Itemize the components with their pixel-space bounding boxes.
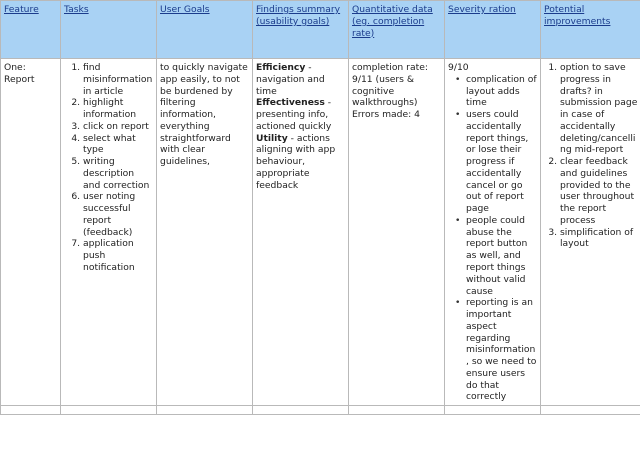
empty-cell <box>61 406 157 415</box>
cell-tasks <box>61 59 157 406</box>
list-item: 2. highlight information <box>83 97 153 121</box>
finding-label-efficiency: Efficiency <box>256 62 306 73</box>
errors-made-text: Errors made: 4 <box>352 109 421 121</box>
finding-text: - actions aligning with app behaviour, appropriate feedback <box>256 132 336 191</box>
empty-cell <box>541 406 640 415</box>
header-potential-improvements: Potential improvements <box>541 1 640 59</box>
header-tasks: Tasks <box>61 1 157 59</box>
list-item: • reporting is an important aspect regarding misinformation , so we need to ensure users do that correctly <box>466 297 537 403</box>
header-quantitative-data: Quantitative data (eg. completion rate) <box>349 1 445 59</box>
completion-rate-text: completion rate: 9/11 (users & cognitive walkthroughs) <box>352 62 428 109</box>
cell-potential-improvements <box>541 59 640 406</box>
header-feature: Feature <box>1 1 61 59</box>
list-item: • complication of layout adds time <box>466 74 537 109</box>
finding-label-utility: Utility <box>256 132 288 144</box>
table-row <box>1 59 640 406</box>
list-item: 1. option to save progress in drafts? in submission page in case of accidentally deleting/cancelling mid-report <box>560 62 639 156</box>
cell-severity-ration <box>445 59 541 406</box>
cell-user-goals: to quickly navigate app easily, to not be burdened by filtering information, everything straightforward with clear guidelines, <box>157 59 253 406</box>
empty-cell <box>157 406 253 415</box>
severity-score: 9/10 <box>448 62 469 73</box>
list-item: 1. find misinformation in article <box>83 62 153 97</box>
empty-cell <box>1 406 61 415</box>
list-item: 5. writing description and correction <box>83 156 153 191</box>
header-severity-ration: Severity ration <box>445 1 541 59</box>
finding-label-effectiveness: Effectiveness <box>256 97 325 109</box>
empty-cell <box>349 406 445 415</box>
cell-quantitative-data <box>349 59 445 406</box>
list-item: 3. click on report <box>83 121 153 133</box>
header-findings-summary: Findings summary (usability goals) <box>253 1 349 59</box>
empty-row <box>1 406 640 415</box>
empty-cell <box>445 406 541 415</box>
cell-feature: One: Report <box>1 59 61 406</box>
list-item: 4. select what type <box>83 133 153 157</box>
list-item: 6. user noting successful report (feedback) <box>83 191 153 238</box>
finding-text: - presenting info, actioned quickly <box>256 97 332 132</box>
list-item: 3. simplification of layout <box>560 227 639 251</box>
empty-cell <box>253 406 349 415</box>
list-item: • users could accidentally report things, or lose their progress if accidentally cancel or go out of report page <box>466 109 537 215</box>
header-user-goals: User Goals <box>157 1 253 59</box>
header-row <box>1 1 640 59</box>
finding-text: - navigation and time <box>256 62 325 97</box>
list-item: • people could abuse the report button as well, and report things without valid cause <box>466 215 537 297</box>
list-item: 7. application push notification <box>83 238 153 273</box>
list-item: 2. clear feedback and guidelines provided to the user throughout the report process <box>560 156 639 227</box>
cell-findings-summary <box>253 59 349 406</box>
